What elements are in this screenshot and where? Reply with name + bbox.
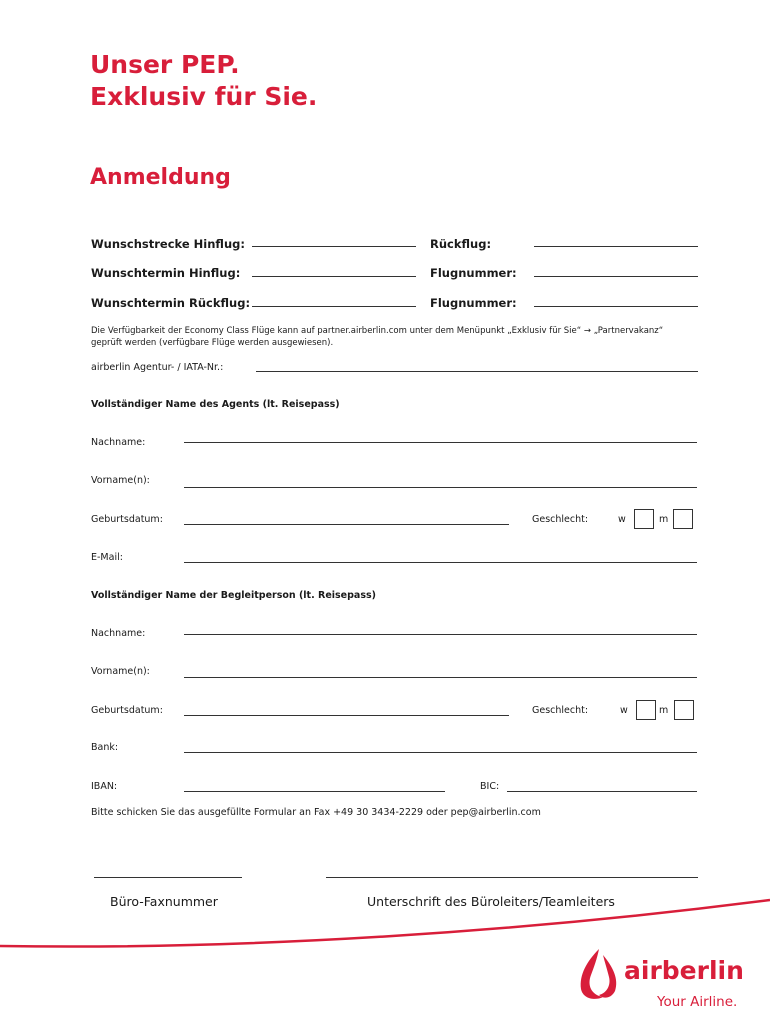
agent-gender-label: Geschlecht: bbox=[532, 514, 589, 525]
flight-number-1-label: Flugnummer: bbox=[430, 266, 517, 280]
return-flight-field[interactable] bbox=[534, 246, 698, 247]
agent-heading: Vollständiger Name des Agents (lt. Reisepass) bbox=[91, 399, 340, 410]
signature-field[interactable] bbox=[326, 877, 698, 878]
iban-field[interactable] bbox=[184, 791, 445, 792]
companion-first-name-label: Vorname(n): bbox=[91, 666, 150, 677]
flight-number-2-field[interactable] bbox=[534, 306, 698, 307]
outbound-route-field[interactable] bbox=[252, 246, 416, 247]
companion-gender-m-checkbox[interactable] bbox=[674, 700, 694, 720]
airberlin-logo-text: airberlin bbox=[624, 956, 744, 985]
companion-gender-w-label: w bbox=[620, 705, 628, 716]
page-title-line1: Unser PEP. bbox=[90, 50, 240, 79]
companion-gender-w-checkbox[interactable] bbox=[636, 700, 656, 720]
companion-heading: Vollständiger Name der Begleitperson (lt. Reisepass) bbox=[91, 590, 376, 601]
return-date-label: Wunschtermin Rückflug: bbox=[91, 296, 251, 310]
outbound-date-field[interactable] bbox=[252, 276, 416, 277]
agent-gender-m-checkbox[interactable] bbox=[673, 509, 693, 529]
iban-label: IBAN: bbox=[91, 781, 118, 792]
fax-note: Bitte schicken Sie das ausgefüllte Formular an Fax +49 30 3434-2229 oder pep@airberlin.com bbox=[91, 807, 541, 818]
companion-gender-m-label: m bbox=[659, 705, 669, 716]
return-flight-label: Rückflug: bbox=[430, 237, 492, 251]
office-fax-field[interactable] bbox=[94, 877, 242, 878]
page-title-line2: Exklusiv für Sie. bbox=[90, 82, 318, 111]
airberlin-logo-icon bbox=[573, 945, 625, 1003]
section-title: Anmeldung bbox=[90, 165, 231, 190]
agent-last-name-label: Nachname: bbox=[91, 437, 146, 448]
flight-number-1-field[interactable] bbox=[534, 276, 698, 277]
signature-label: Unterschrift des Büroleiters/Teamleiters bbox=[367, 894, 615, 909]
companion-gender-label: Geschlecht: bbox=[532, 705, 589, 716]
flight-number-2-label: Flugnummer: bbox=[430, 296, 517, 310]
companion-birth-date-field[interactable] bbox=[184, 715, 509, 716]
airberlin-tagline: Your Airline. bbox=[657, 994, 738, 1010]
return-date-field[interactable] bbox=[252, 306, 416, 307]
companion-birth-date-label: Geburtsdatum: bbox=[91, 705, 163, 716]
companion-first-name-field[interactable] bbox=[184, 677, 697, 678]
outbound-route-label: Wunschstrecke Hinflug: bbox=[91, 237, 245, 251]
agent-gender-w-checkbox[interactable] bbox=[634, 509, 654, 529]
decorative-swoosh bbox=[0, 890, 770, 960]
agent-gender-w-label: w bbox=[618, 514, 626, 525]
agent-email-label: E-Mail: bbox=[91, 552, 123, 563]
companion-last-name-field[interactable] bbox=[184, 634, 697, 635]
agent-first-name-label: Vorname(n): bbox=[91, 475, 150, 486]
agent-last-name-field[interactable] bbox=[184, 442, 697, 443]
bank-label: Bank: bbox=[91, 742, 119, 753]
agent-birth-date-field[interactable] bbox=[184, 524, 509, 525]
agency-number-label: airberlin Agentur- / IATA-Nr.: bbox=[91, 362, 224, 373]
bank-field[interactable] bbox=[184, 752, 697, 753]
agent-gender-m-label: m bbox=[659, 514, 669, 525]
agent-birth-date-label: Geburtsdatum: bbox=[91, 514, 163, 525]
availability-note: Die Verfügbarkeit der Economy Class Flüge kann auf partner.airberlin.com unter dem Menüpunkt „Exklusiv für Sie“ → „Partnervakanz“ geprüft werden (verfügbare Flüge werden ausgewiesen). bbox=[91, 326, 664, 348]
agency-number-field[interactable] bbox=[256, 371, 698, 372]
office-fax-label: Büro-Faxnummer bbox=[110, 894, 218, 909]
agent-email-field[interactable] bbox=[184, 562, 697, 563]
companion-last-name-label: Nachname: bbox=[91, 628, 146, 639]
agent-first-name-field[interactable] bbox=[184, 487, 697, 488]
outbound-date-label: Wunschtermin Hinflug: bbox=[91, 266, 241, 280]
bic-field[interactable] bbox=[507, 791, 697, 792]
bic-label: BIC: bbox=[480, 781, 500, 792]
